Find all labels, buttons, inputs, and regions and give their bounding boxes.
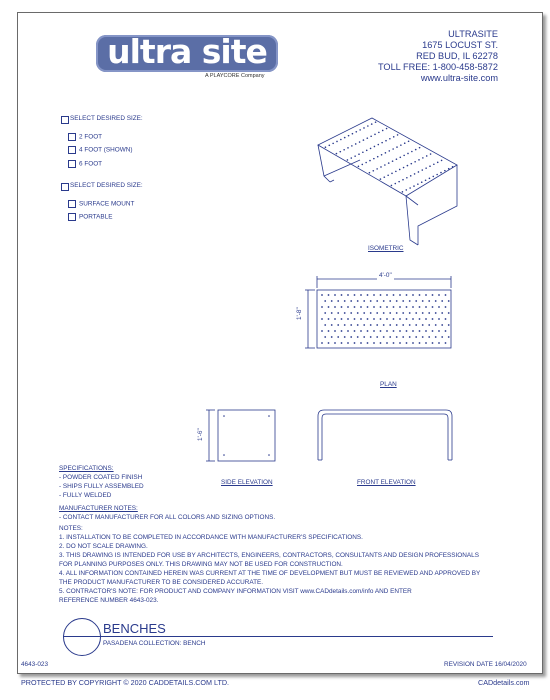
- note-line: REFERENCE NUMBER 4643-023.: [59, 597, 159, 604]
- company-phone: TOLL FREE: 1-800-458-5872: [377, 62, 498, 72]
- isometric-label: ISOMETRIC: [368, 245, 404, 252]
- reference-number: 4643-023: [21, 661, 49, 668]
- notes-heading: NOTES:: [59, 525, 83, 532]
- caddetails-link[interactable]: CADdetails.com: [478, 678, 530, 687]
- spec-item: - SHIPS FULLY ASSEMBLED: [59, 483, 144, 490]
- side-elevation-label: SIDE ELEVATION: [221, 479, 273, 486]
- drawing-subtitle: PASADENA COLLECTION: BENCH: [103, 640, 206, 647]
- company-street: 1675 LOCUST ST.: [422, 40, 498, 50]
- note-line: 1. INSTALLATION TO BE COMPLETED IN ACCORDANCE WITH MANUFACTURER'S SPECIFICATIONS.: [59, 534, 363, 541]
- copyright-notice: PROTECTED BY COPYRIGHT © 2020 CADDETAILS.COM LTD.: [21, 678, 230, 687]
- logo-wordmark: ultra site: [107, 32, 267, 71]
- note-line: 4. ALL INFORMATION CONTAINED HEREIN WAS CURRENT AT THE TIME OF DEVELOPMENT BUT MUST BE REVIEWED AND APPROVED BY: [59, 570, 481, 577]
- note-line: 5. CONTRACTOR'S NOTE: FOR PRODUCT AND COMPANY INFORMATION VISIT www.CADdetails.com/info AND ENTER: [59, 588, 412, 595]
- company-city: RED BUD, IL 62278: [416, 51, 498, 61]
- note-line: 2. DO NOT SCALE DRAWING.: [59, 543, 148, 550]
- company-website[interactable]: www.ultra-site.com: [420, 73, 498, 83]
- revision-date: REVISION DATE 16/04/2020: [444, 661, 527, 668]
- spec-item: - POWDER COATED FINISH: [59, 474, 143, 481]
- note-line: THE PRODUCT MANUFACTURER TO BE CONSIDERED ACCURATE.: [59, 579, 264, 586]
- side-height-dimension: 1'-6": [197, 428, 204, 441]
- plan-depth-dimension: 1'-8": [296, 307, 303, 320]
- plan-width-dimension: 4'-0": [379, 272, 392, 279]
- plan-label: PLAN: [380, 381, 397, 388]
- front-elevation-label: FRONT ELEVATION: [357, 479, 416, 486]
- manufacturer-note: - CONTACT MANUFACTURER FOR ALL COLORS AND SIZING OPTIONS.: [59, 514, 276, 521]
- size-option-2ft[interactable]: 2 FOOT: [68, 133, 102, 142]
- company-name: ULTRASITE: [448, 29, 498, 39]
- size-option-4ft[interactable]: 4 FOOT (SHOWN): [68, 146, 133, 155]
- title-circle-icon: [63, 618, 101, 656]
- specifications-heading: SPECIFICATIONS:: [59, 465, 114, 472]
- mount-option-surface[interactable]: SURFACE MOUNT: [68, 200, 134, 209]
- note-line: 3. THIS DRAWING IS INTENDED FOR USE BY ARCHITECTS, ENGINEERS, CONTRACTORS, CONSULTANTS AND DESIGN PROFESSIONALS: [59, 552, 479, 559]
- mount-option-portable[interactable]: PORTABLE: [68, 213, 113, 222]
- logo-tagline: A PLAYCORE Company: [205, 73, 265, 79]
- note-line: FOR PLANNING PURPOSES ONLY. THIS DRAWING MAY NOT BE USED FOR CONSTRUCTION.: [59, 561, 343, 568]
- manufacturer-notes-heading: MANUFACTURER NOTES:: [59, 505, 138, 512]
- spec-item: - FULLY WELDED: [59, 492, 112, 499]
- size-option-6ft[interactable]: 6 FOOT: [68, 160, 102, 169]
- mount-select-label: SELECT DESIRED SIZE:: [70, 182, 143, 189]
- title-divider: [63, 636, 493, 637]
- drawing-title: BENCHES: [103, 621, 166, 636]
- size-select-label: SELECT DESIRED SIZE:: [70, 115, 143, 122]
